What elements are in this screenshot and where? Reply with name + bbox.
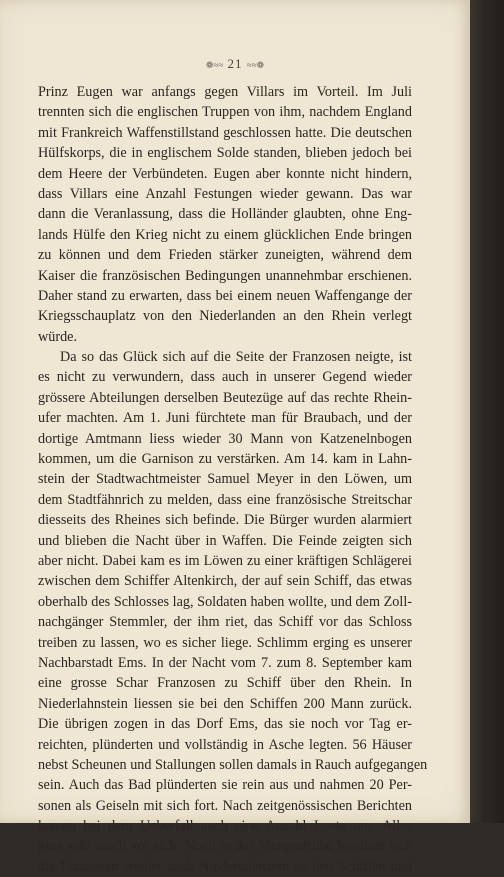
text-line: treiben zu lassen, wo es sicher liege. Schlimm erging es unserer [38,634,412,651]
text-line: sonen als Geiseln mit sich fort. Nach zeitgenössischen Berichten [38,797,412,814]
text-line: sein. Auch das Bad plünderten sie rein aus und nahmen 20 Per- [38,777,412,794]
text-line: dann die Veranlassung, dass die Holländer glaubten, ohne Eng- [38,206,412,223]
text-line: reichten, plünderten und vollständig in Asche legten. 56 Häuser [38,736,412,753]
text-line: stein der Stadtwachtmeister Samuel Meyer in den Löwen, um [38,471,412,488]
text-line: nachgänger Stemmler, der ihm riet, das Schiff vor das Schloss [38,614,412,631]
text-line: ufer machten. Am 1. Juni fürchtete man für Braubach, und der [38,410,412,427]
ornament-right-icon: ≈≈❁ [246,60,265,70]
page-number-header [0,56,470,72]
text-line: lands Hülfe den Krieg nicht zu einem glücklichen Ende bringen [38,226,412,243]
text-line: Die übrigen zogen in das Dorf Ems, das sie noch vor Tag er- [38,716,412,733]
text-line: dortige Amtmann liess wieder 30 Mann von Katzenelnbogen [38,430,412,447]
text-line: Daher stand zu erwarten, dass bei einem neuen Waffengange der [38,287,412,304]
text-line: zu können und dem Frieden stärker zuneigten, während dem [38,247,412,264]
text-line: kamen bei dem Ueberfall auch eine Anzahl Leute um. Alles [38,818,412,835]
text-line: eine grosse Schar Franzosen zu Schiff über den Rhein. In [38,675,412,692]
text-line: dass Villars eine Anzahl Festungen wieder gewann. Das war [38,185,412,202]
text-line: Kaiser die französischen Bedingungen unannehmbar erschienen. [38,267,412,284]
text-line: zwischen dem Schiffer Altenkirch, der auf sein Schiff, das etwas [38,573,412,590]
text-line: kommen, um die Garnison zu verstärken. Am 14. kam in Lahn- [38,451,412,468]
text-line: grössere Abteilungen derselben Beutezüge auf das rechte Rhein- [38,389,412,406]
scan-background-strip [470,0,504,823]
text-line: dem Stadtfähnrich zu melden, dass eine französische Streitschar [38,491,412,508]
text-line: dem Heere der Verbündeten. Eugen aber konnte nicht hindern, [38,165,412,182]
ornament-left-icon: ❁≈≈ [205,60,224,70]
text-line: Da so das Glück sich auf die Seite der Franzosen neigte, ist [60,349,412,366]
text-line: nebst Scheunen und Stallungen sollen damals in Rauch aufgegangen [38,756,428,773]
text-line: würde. [38,328,78,345]
page-number: 21 [227,56,243,71]
text-line: diesseits des Rheines sich befinde. Die Bürger wurden alarmiert [38,512,412,529]
text-line: aber nicht. Dabei kam es im Löwen zu einer kräftigen Schlägerei [38,552,412,569]
text-line: trennten sich die englischen Truppen von ihm, nachdem England [38,104,412,121]
text-line: Prinz Eugen war anfangs gegen Villars im Vorteil. Im Juli [38,84,412,100]
text-line: die Franzosen wieder nach Niederlahnstein zu den Schiffen und [38,858,412,875]
text-line: und blieben die Nacht über in Waffen. Die Feinde zeigten sich [38,532,412,549]
paragraph-1 [38,82,412,347]
text-line: mit Frankreich Waffenstillstand geschlossen hatte. Die deutschen [38,124,412,141]
text-line: Niederlahnstein liessen sie bei den Schiffen 200 Mann zurück. [38,695,412,712]
text-line: ging sehr rasch vor sich. Noch in der Morgenfrühe begaben sich [38,838,412,855]
text-line: Kriegsschauplatz von den Niederlanden an den Rhein verlegt [38,308,412,325]
text-line: oberhalb des Schlosses lag, Soldaten haben wollte, und dem Zoll- [38,593,412,610]
text-line: Hülfskorps, die in englischem Solde standen, blieben jedoch bei [38,145,412,162]
text-line: Nachbarstadt Ems. In der Nacht vom 7. zum 8. September kam [38,654,412,671]
body-text [38,82,428,877]
paragraph-2 [38,347,428,877]
text-line: es nicht zu verwundern, dass auch in unserer Gegend wieder [38,369,412,386]
